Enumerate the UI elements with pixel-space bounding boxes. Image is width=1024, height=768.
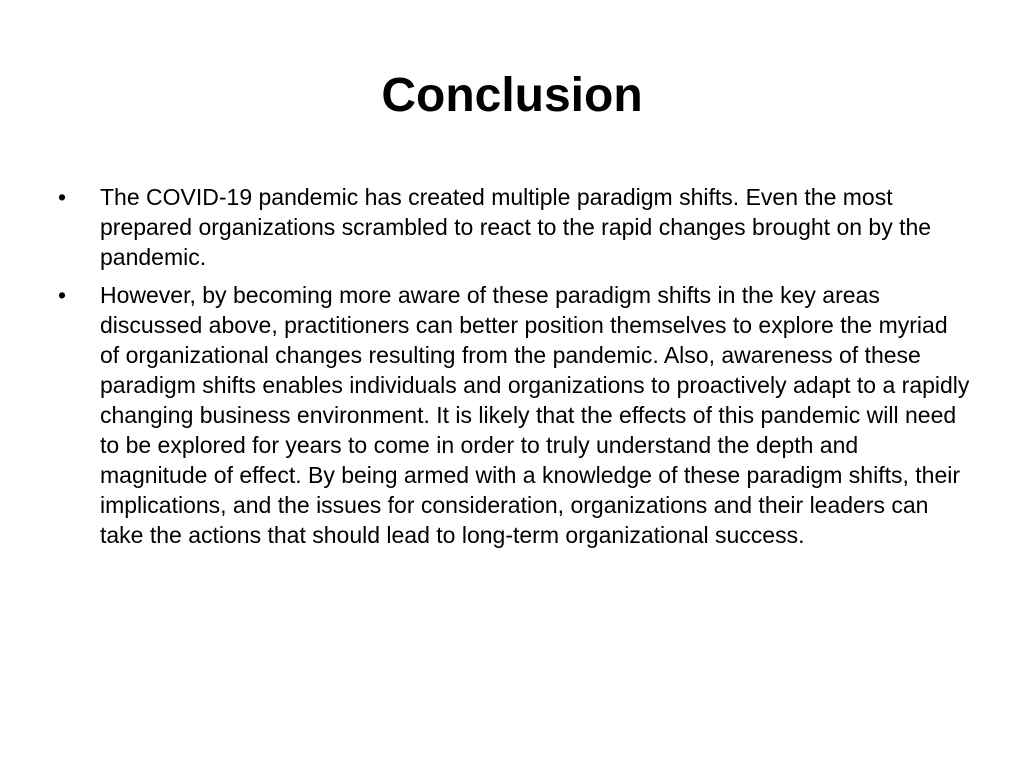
bullet-text: However, by becoming more aware of these paradigm shifts in the key areas discussed above, practitioners can better position themselves to explore the myriad of organizational changes resulting from the pandemic. Also, awareness of these paradigm shifts enables individuals and organizations to proactively adapt to a rapidly changing business environment. It is likely that the effects of this pandemic will need to be explored for years to come in order to truly understand the depth and magnitude of effect. By being armed with a knowledge of these paradigm shifts, their implications, and the issues for consideration, organizations and their leaders can take the actions that should lead to long-term organizational success. bbox=[100, 282, 970, 548]
bullet-list bbox=[58, 182, 970, 558]
bullet-item bbox=[58, 280, 970, 550]
slide-title: Conclusion bbox=[381, 69, 643, 122]
bullet-icon: • bbox=[58, 282, 67, 308]
bullet-text: The COVID-19 pandemic has created multiple paradigm shifts. Even the most prepared organizations scrambled to react to the rapid changes brought on by the pandemic. bbox=[100, 184, 932, 270]
bullet-icon: • bbox=[58, 184, 67, 210]
bullet-item bbox=[58, 182, 970, 272]
